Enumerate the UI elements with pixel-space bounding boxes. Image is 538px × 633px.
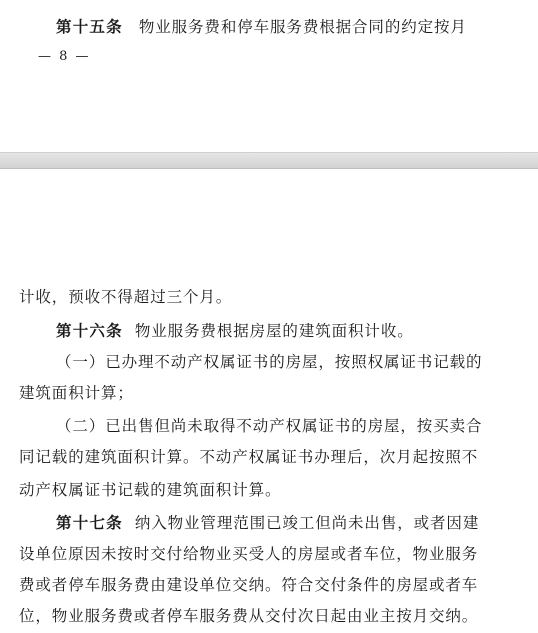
article-16-text: 物业服务费根据房屋的建筑面积计收。 [134,322,414,340]
article-17-text: 纳入物业管理范围已竣工但尚未出售，或者因建 [134,514,480,532]
article-15-paragraph [56,17,467,37]
clause-2-line-2: 同记载的建筑面积计算。不动产权属证书办理后，次月起按照不 [19,448,479,466]
article-17-line-4: 位，物业服务费或者停车服务费从交付次日起由业主按月交纳。 [19,607,479,625]
article-17-paragraph [56,513,479,533]
clause-1-line-2: 建筑面积计算； [19,384,134,402]
article-15-text: 物业服务费和停车服务费根据合同的约定按月 [138,18,467,36]
clause-1-line-1: （一）已办理不动产权属证书的房屋，按照权属证书记载的 [56,353,483,371]
article-17-heading: 第十七条 [56,513,123,532]
article-17-line-2: 设单位原因未按时交付给物业买受人的房屋或者车位，物业服务 [19,545,479,563]
page-separator [0,152,538,169]
document-page-9 [0,169,538,633]
article-15-heading: 第十五条 [56,17,123,36]
document-page-8 [0,0,538,152]
article-15-continuation: 计收，预收不得超过三个月。 [19,288,233,306]
article-16-paragraph [56,321,414,341]
page-number: — 8 — [38,49,91,64]
article-17-line-3: 费或者停车服务费由建设单位交纳。符合交付条件的房屋或者车 [19,576,479,594]
article-16-heading: 第十六条 [56,321,123,340]
clause-2-line-3: 动产权属证书记载的建筑面积计算。 [19,481,282,499]
clause-2-line-1: （二）已出售但尚未取得不动产权属证书的房屋，按买卖合 [56,417,483,435]
